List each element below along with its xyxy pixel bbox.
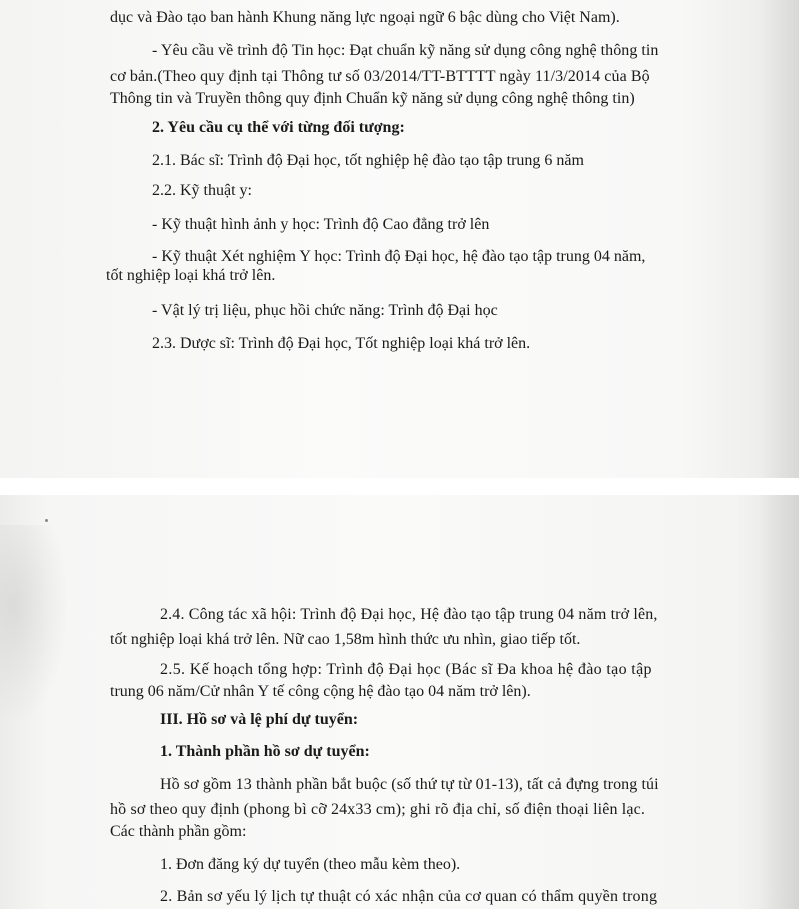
text-line: Hồ sơ gồm 13 thành phần bắt buộc (số thứ tự từ 01-13), tất cả đựng trong túi: [160, 776, 659, 793]
text-line: 2. Bản sơ yếu lý lịch tự thuật có xác nhận của cơ quan có thẩm quyền trong: [160, 888, 658, 905]
text-line: tốt nghiệp loại khá trở lên.: [106, 267, 276, 284]
section-heading: 1. Thành phần hồ sơ dự tuyển:: [160, 743, 370, 760]
text-line: Thông tin và Truyền thông quy định Chuẩn kỹ năng sử dụng công nghệ thông tin): [110, 90, 635, 107]
text-line: 2.1. Bác sĩ: Trình độ Đại học, tốt nghiệp hệ đào tạo tập trung 6 năm: [152, 152, 584, 169]
page-edge-shadow: [759, 0, 799, 478]
text-line: trung 06 năm/Cử nhân Y tế công cộng hệ đào tạo 04 năm trở lên).: [110, 683, 531, 700]
text-line: - Kỹ thuật hình ảnh y học: Trình độ Cao đẳng trở lên: [152, 216, 490, 233]
page-separator: [0, 478, 799, 495]
section-heading: III. Hồ sơ và lệ phí dự tuyển:: [160, 711, 359, 728]
text-line: - Kỹ thuật Xét nghiệm Y học: Trình độ Đại học, hệ đào tạo tập trung 04 năm,: [152, 248, 646, 265]
text-line: dục và Đào tạo ban hành Khung năng lực ngoại ngữ 6 bậc dùng cho Việt Nam).: [110, 9, 620, 26]
text-line: 2.4. Công tác xã hội: Trình độ Đại học, Hệ đào tạo tập trung 04 năm trở lên,: [160, 606, 658, 623]
text-line: Các thành phần gồm:: [110, 823, 247, 840]
document-page-2: [0, 495, 799, 909]
section-heading: 2. Yêu cầu cụ thể với từng đối tượng:: [152, 119, 405, 136]
page-edge-shadow: [759, 495, 799, 909]
text-line: 2.5. Kế hoạch tổng hợp: Trình độ Đại học (Bác sĩ Đa khoa hệ đào tạo tập: [160, 661, 652, 678]
text-line: 1. Đơn đăng ký dự tuyển (theo mẫu kèm theo).: [160, 856, 461, 873]
text-line: 2.2. Kỹ thuật y:: [152, 182, 252, 199]
text-line: 2.3. Dược sĩ: Trình độ Đại học, Tốt nghiệp loại khá trở lên.: [152, 335, 531, 352]
text-line: - Vật lý trị liệu, phục hồi chức năng: Trình độ Đại học: [152, 302, 498, 319]
text-line: - Yêu cầu về trình độ Tin học: Đạt chuẩn kỹ năng sử dụng công nghệ thông tin: [152, 42, 659, 59]
scan-speck: [45, 519, 48, 522]
text-line: cơ bản.(Theo quy định tại Thông tư số 03/2014/TT-BTTTT ngày 11/3/2014 của Bộ: [110, 68, 650, 85]
text-line: hồ sơ theo quy định (phong bì cỡ 24x33 cm); ghi rõ địa chỉ, số điện thoại liên lạc.: [110, 801, 646, 818]
scan-smudge: [0, 525, 70, 725]
text-line: tốt nghiệp loại khá trở lên. Nữ cao 1,58m hình thức ưu nhìn, giao tiếp tốt.: [110, 631, 581, 648]
